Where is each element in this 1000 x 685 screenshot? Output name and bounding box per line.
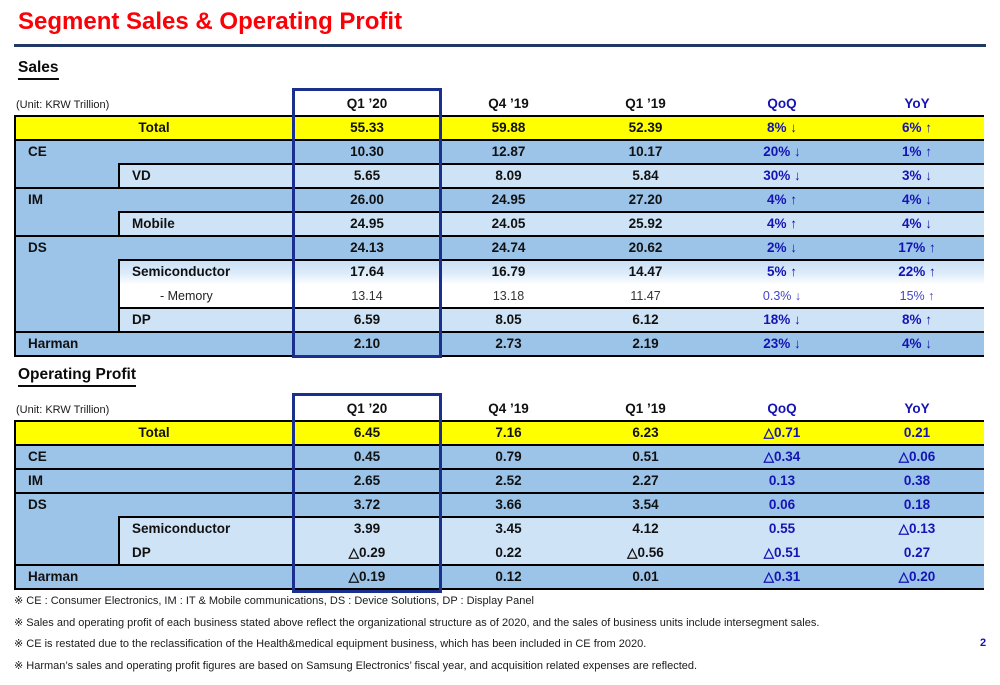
table-row-im: [14, 188, 984, 212]
cell: 3.72: [294, 493, 440, 517]
cell: 12.87: [440, 140, 577, 164]
grid-line: [118, 211, 984, 213]
row-label: CE: [14, 445, 294, 469]
label-strip: [14, 260, 118, 284]
op-header-row: [14, 397, 984, 421]
row-label: DS: [14, 493, 294, 517]
cell: 5.65: [294, 164, 440, 188]
cell: 4% ↑: [714, 188, 850, 212]
cell: △0.31: [714, 565, 850, 589]
cell: 24.95: [294, 212, 440, 236]
grid-line: [14, 588, 984, 590]
footnote: ※ Sales and operating profit of each business stated above reflect the organizational structure as of 2020, and the sales of business units include intersegment sales.: [14, 616, 820, 629]
label-strip: [14, 517, 118, 541]
label-strip: [14, 212, 118, 236]
row-label: IM: [14, 469, 294, 493]
table-row-ds: [14, 493, 984, 517]
col-header-qoq: QoQ: [767, 401, 797, 416]
table-row-harman: [14, 332, 984, 356]
cell: 8.05: [440, 308, 577, 332]
table-row-dp: [14, 541, 984, 565]
row-label: CE: [14, 140, 294, 164]
cell: 0.21: [850, 421, 984, 445]
cell: 30% ↓: [714, 164, 850, 188]
cell: 10.17: [577, 140, 714, 164]
cell: 0.22: [440, 541, 577, 565]
page-title: Segment Sales & Operating Profit: [18, 8, 403, 35]
grid-line: [14, 468, 984, 470]
cell: 0.01: [577, 565, 714, 589]
footnote: ※ Harman’s sales and operating profit figures are based on Samsung Electronics’ fiscal year, and acquisition related expenses are reflected.: [14, 659, 698, 672]
cell: 17% ↑: [850, 236, 984, 260]
col-header-qoq: QoQ: [767, 96, 797, 111]
sales-table: [14, 92, 984, 356]
row-label: IM: [14, 188, 294, 212]
grid-line: [14, 564, 984, 566]
cell: 0.45: [294, 445, 440, 469]
page-number: 2: [980, 637, 987, 649]
cell: 20% ↓: [714, 140, 850, 164]
col-header-yoy: YoY: [904, 96, 930, 111]
grid-line: [14, 139, 984, 141]
cell: 8.09: [440, 164, 577, 188]
col-header-q1-20: Q1 ’20: [346, 401, 388, 416]
unit-label: (Unit: KRW Trillion): [16, 99, 110, 111]
table-row-ce: [14, 140, 984, 164]
cell: 1% ↑: [850, 140, 984, 164]
cell: △0.29: [294, 541, 440, 565]
row-label: Harman: [14, 565, 294, 589]
table-row-vd: [14, 164, 984, 188]
cell: 52.39: [577, 116, 714, 140]
cell: △0.19: [294, 565, 440, 589]
grid-line: [118, 516, 984, 518]
table-row-ce: [14, 445, 984, 469]
cell: 11.47: [577, 284, 714, 308]
table-row-im: [14, 469, 984, 493]
table-row-total: [14, 116, 984, 140]
cell: △0.56: [577, 541, 714, 565]
cell: 6.45: [294, 421, 440, 445]
row-label: Harman: [14, 332, 294, 356]
table-row-harman: [14, 565, 984, 589]
cell: 13.18: [440, 284, 577, 308]
cell: 55.33: [294, 116, 440, 140]
row-label: VD: [118, 164, 294, 188]
cell: 0.38: [850, 469, 984, 493]
cell: 2.10: [294, 332, 440, 356]
cell: 15% ↑: [850, 284, 984, 308]
cell: 3.54: [577, 493, 714, 517]
col-header-q1-19: Q1 ’19: [625, 96, 666, 111]
sales-header-row: [14, 92, 984, 116]
table-left-border: [14, 420, 16, 590]
cell: 6.12: [577, 308, 714, 332]
cell: 14.47: [577, 260, 714, 284]
cell: 3.99: [294, 517, 440, 541]
cell: 24.05: [440, 212, 577, 236]
cell: 0.79: [440, 445, 577, 469]
cell: 3% ↓: [850, 164, 984, 188]
cell: 2% ↓: [714, 236, 850, 260]
cell: 23% ↓: [714, 332, 850, 356]
cell: 59.88: [440, 116, 577, 140]
grid-line: [14, 115, 984, 117]
cell: 0.06: [714, 493, 850, 517]
cell: 0.51: [577, 445, 714, 469]
table-left-border: [14, 115, 16, 357]
col-header-q4-19: Q4 ’19: [488, 96, 529, 111]
label-strip: [14, 284, 118, 308]
grid-line: [14, 355, 984, 357]
cell: 4% ↓: [850, 212, 984, 236]
grid-line: [14, 187, 984, 189]
cell: 0.18: [850, 493, 984, 517]
col-header-q4-19: Q4 ’19: [488, 401, 529, 416]
unit-label: (Unit: KRW Trillion): [16, 404, 110, 416]
cell: 0.27: [850, 541, 984, 565]
table-row-ds: [14, 236, 984, 260]
footnote: ※ CE : Consumer Electronics, IM : IT & Mobile communications, DS : Device Solutions, DP : Display Panel: [14, 595, 534, 607]
table-row-semiconductor: [14, 517, 984, 541]
cell: 10.30: [294, 140, 440, 164]
cell: 0.13: [714, 469, 850, 493]
cell: 8% ↓: [714, 116, 850, 140]
col-header-q1-19: Q1 ’19: [625, 401, 666, 416]
row-label: DS: [14, 236, 294, 260]
label-strip: [14, 308, 118, 332]
table-row-semiconductor: [14, 260, 984, 284]
label-strip: [14, 164, 118, 188]
grid-line: [14, 331, 984, 333]
cell: △0.06: [850, 445, 984, 469]
cell: 7.16: [440, 421, 577, 445]
cell: 8% ↑: [850, 308, 984, 332]
cell: 2.19: [577, 332, 714, 356]
cell: △0.13: [850, 517, 984, 541]
footnote: ※ CE is restated due to the reclassification of the Health&medical equipment business, which has been included in CE from 2020.: [14, 638, 647, 650]
grid-line: [14, 492, 984, 494]
table-row-memory: [14, 284, 984, 308]
cell: 18% ↓: [714, 308, 850, 332]
cell: 25.92: [577, 212, 714, 236]
cell: 6% ↑: [850, 116, 984, 140]
row-label: Total: [14, 421, 294, 445]
cell: △0.20: [850, 565, 984, 589]
col-header-q1-20: Q1 ’20: [346, 96, 388, 111]
cell: 27.20: [577, 188, 714, 212]
cell: 24.95: [440, 188, 577, 212]
row-label: - Memory: [118, 284, 294, 308]
cell: 0.55: [714, 517, 850, 541]
cell: 26.00: [294, 188, 440, 212]
label-strip: [14, 541, 118, 565]
grid-line: [14, 444, 984, 446]
footnotes: [14, 594, 974, 680]
cell: 24.74: [440, 236, 577, 260]
cell: △0.34: [714, 445, 850, 469]
operating-profit-table: [14, 397, 984, 589]
row-label: DP: [118, 308, 294, 332]
cell: 17.64: [294, 260, 440, 284]
cell: △0.51: [714, 541, 850, 565]
row-label: Total: [14, 116, 294, 140]
cell: 20.62: [577, 236, 714, 260]
cell: 4% ↑: [714, 212, 850, 236]
row-label: Mobile: [118, 212, 294, 236]
table-row-mobile: [14, 212, 984, 236]
operating-profit-heading: Operating Profit: [18, 366, 136, 387]
cell: 24.13: [294, 236, 440, 260]
cell: 6.59: [294, 308, 440, 332]
cell: 2.52: [440, 469, 577, 493]
grid-line: [118, 259, 984, 261]
cell: 5.84: [577, 164, 714, 188]
title-divider: [14, 44, 986, 47]
cell: 2.73: [440, 332, 577, 356]
cell: 4.12: [577, 517, 714, 541]
row-label: DP: [118, 541, 294, 565]
row-label: Semiconductor: [118, 260, 294, 284]
sales-heading: Sales: [18, 59, 59, 80]
cell: 2.27: [577, 469, 714, 493]
table-row-dp: [14, 308, 984, 332]
cell: 0.3% ↓: [714, 284, 850, 308]
cell: 22% ↑: [850, 260, 984, 284]
grid-line: [14, 235, 984, 237]
cell: 13.14: [294, 284, 440, 308]
grid-line: [118, 307, 984, 309]
cell: 5% ↑: [714, 260, 850, 284]
cell: △0.71: [714, 421, 850, 445]
grid-line: [14, 420, 984, 422]
cell: 3.45: [440, 517, 577, 541]
row-label: Semiconductor: [118, 517, 294, 541]
cell: 6.23: [577, 421, 714, 445]
cell: 16.79: [440, 260, 577, 284]
cell: 4% ↓: [850, 332, 984, 356]
table-row-total: [14, 421, 984, 445]
cell: 3.66: [440, 493, 577, 517]
cell: 2.65: [294, 469, 440, 493]
col-header-yoy: YoY: [904, 401, 930, 416]
grid-line: [118, 163, 984, 165]
cell: 4% ↓: [850, 188, 984, 212]
cell: 0.12: [440, 565, 577, 589]
